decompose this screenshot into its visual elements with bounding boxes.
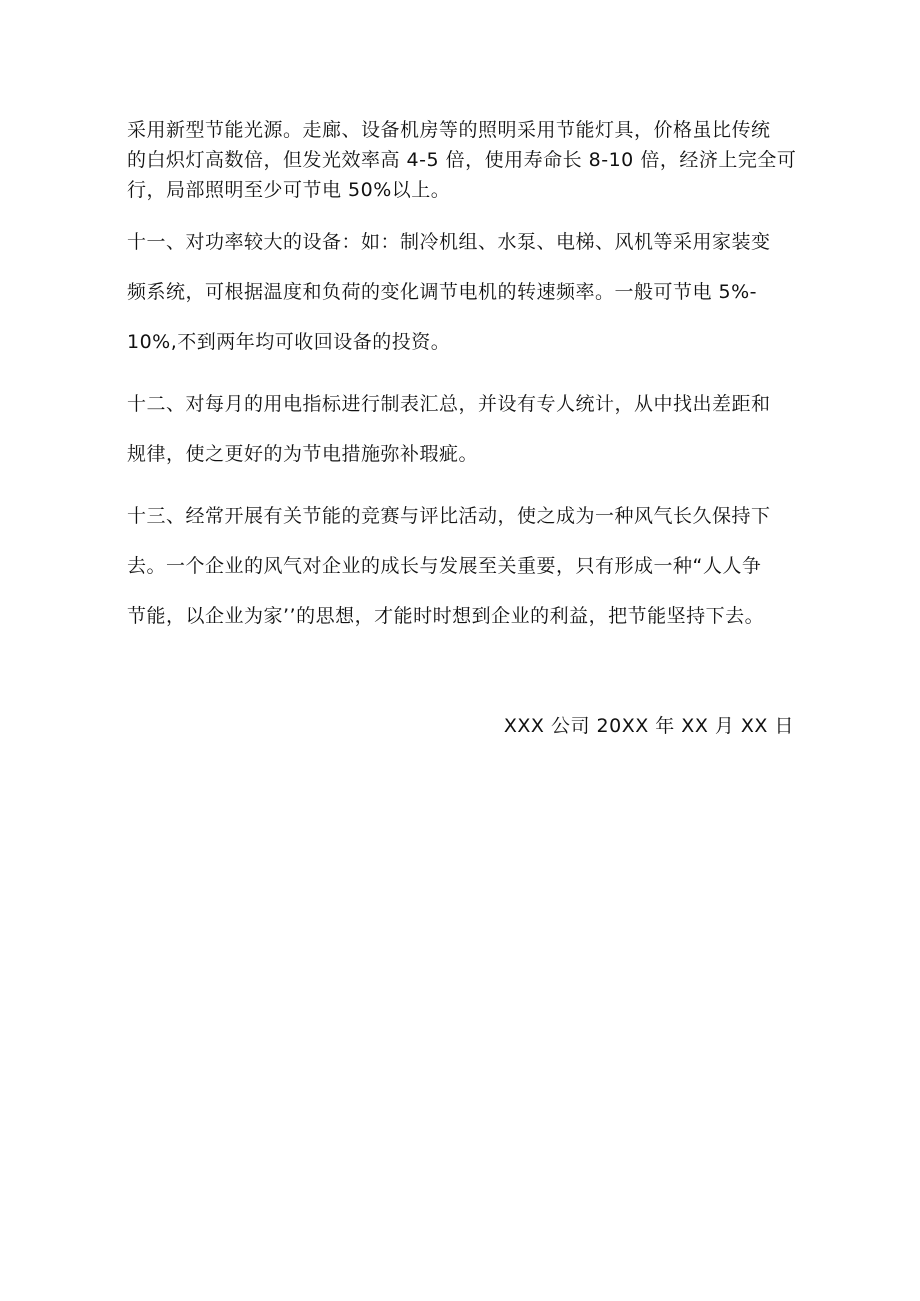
signature-date: XXX 公司 20XX 年 XX 月 XX 日 (503, 715, 794, 737)
paragraph-item-13 (127, 491, 797, 641)
paragraph-line: 行，局部照明至少可节电 50%以上。 (127, 179, 451, 201)
paragraph-item-11 (127, 217, 797, 367)
paragraph-line: 十三、经常开展有关节能的竞赛与评比活动，使之成为一种风气长久保持下 (127, 505, 771, 527)
paragraph-item-12 (127, 379, 797, 479)
paragraph-line: 10%,不到两年均可收回设备的投资。 (127, 331, 451, 353)
paragraph-line: 的白炽灯高数倍，但发光效率高 4-5 倍，使用寿命长 8-10 倍，经济上完全可 (127, 149, 797, 171)
paragraph-line: 采用新型节能光源。走廊、设备机房等的照明采用节能灯具，价格虽比传统 (127, 119, 771, 141)
paragraph-line: 十一、对功率较大的设备：如：制冷机组、水泵、电梯、风机等采用家装变 (127, 231, 771, 253)
paragraph-line: 去。一个企业的风气对企业的成长与发展至关重要，只有形成一种“人人争 (127, 555, 762, 577)
paragraph-lighting (127, 115, 797, 205)
paragraph-line: 频系统，可根据温度和负荷的变化调节电机的转速频率。一般可节电 5%- (127, 281, 758, 303)
paragraph-line: 节能，以企业为家’’的思想，才能时时想到企业的利益，把节能坚持下去。 (127, 605, 765, 627)
paragraph-line: 规律，使之更好的为节电措施弥补瑕疵。 (127, 443, 479, 465)
paragraph-line: 十二、对每月的用电指标进行制表汇总，并设有专人统计，从中找出差距和 (127, 393, 771, 415)
